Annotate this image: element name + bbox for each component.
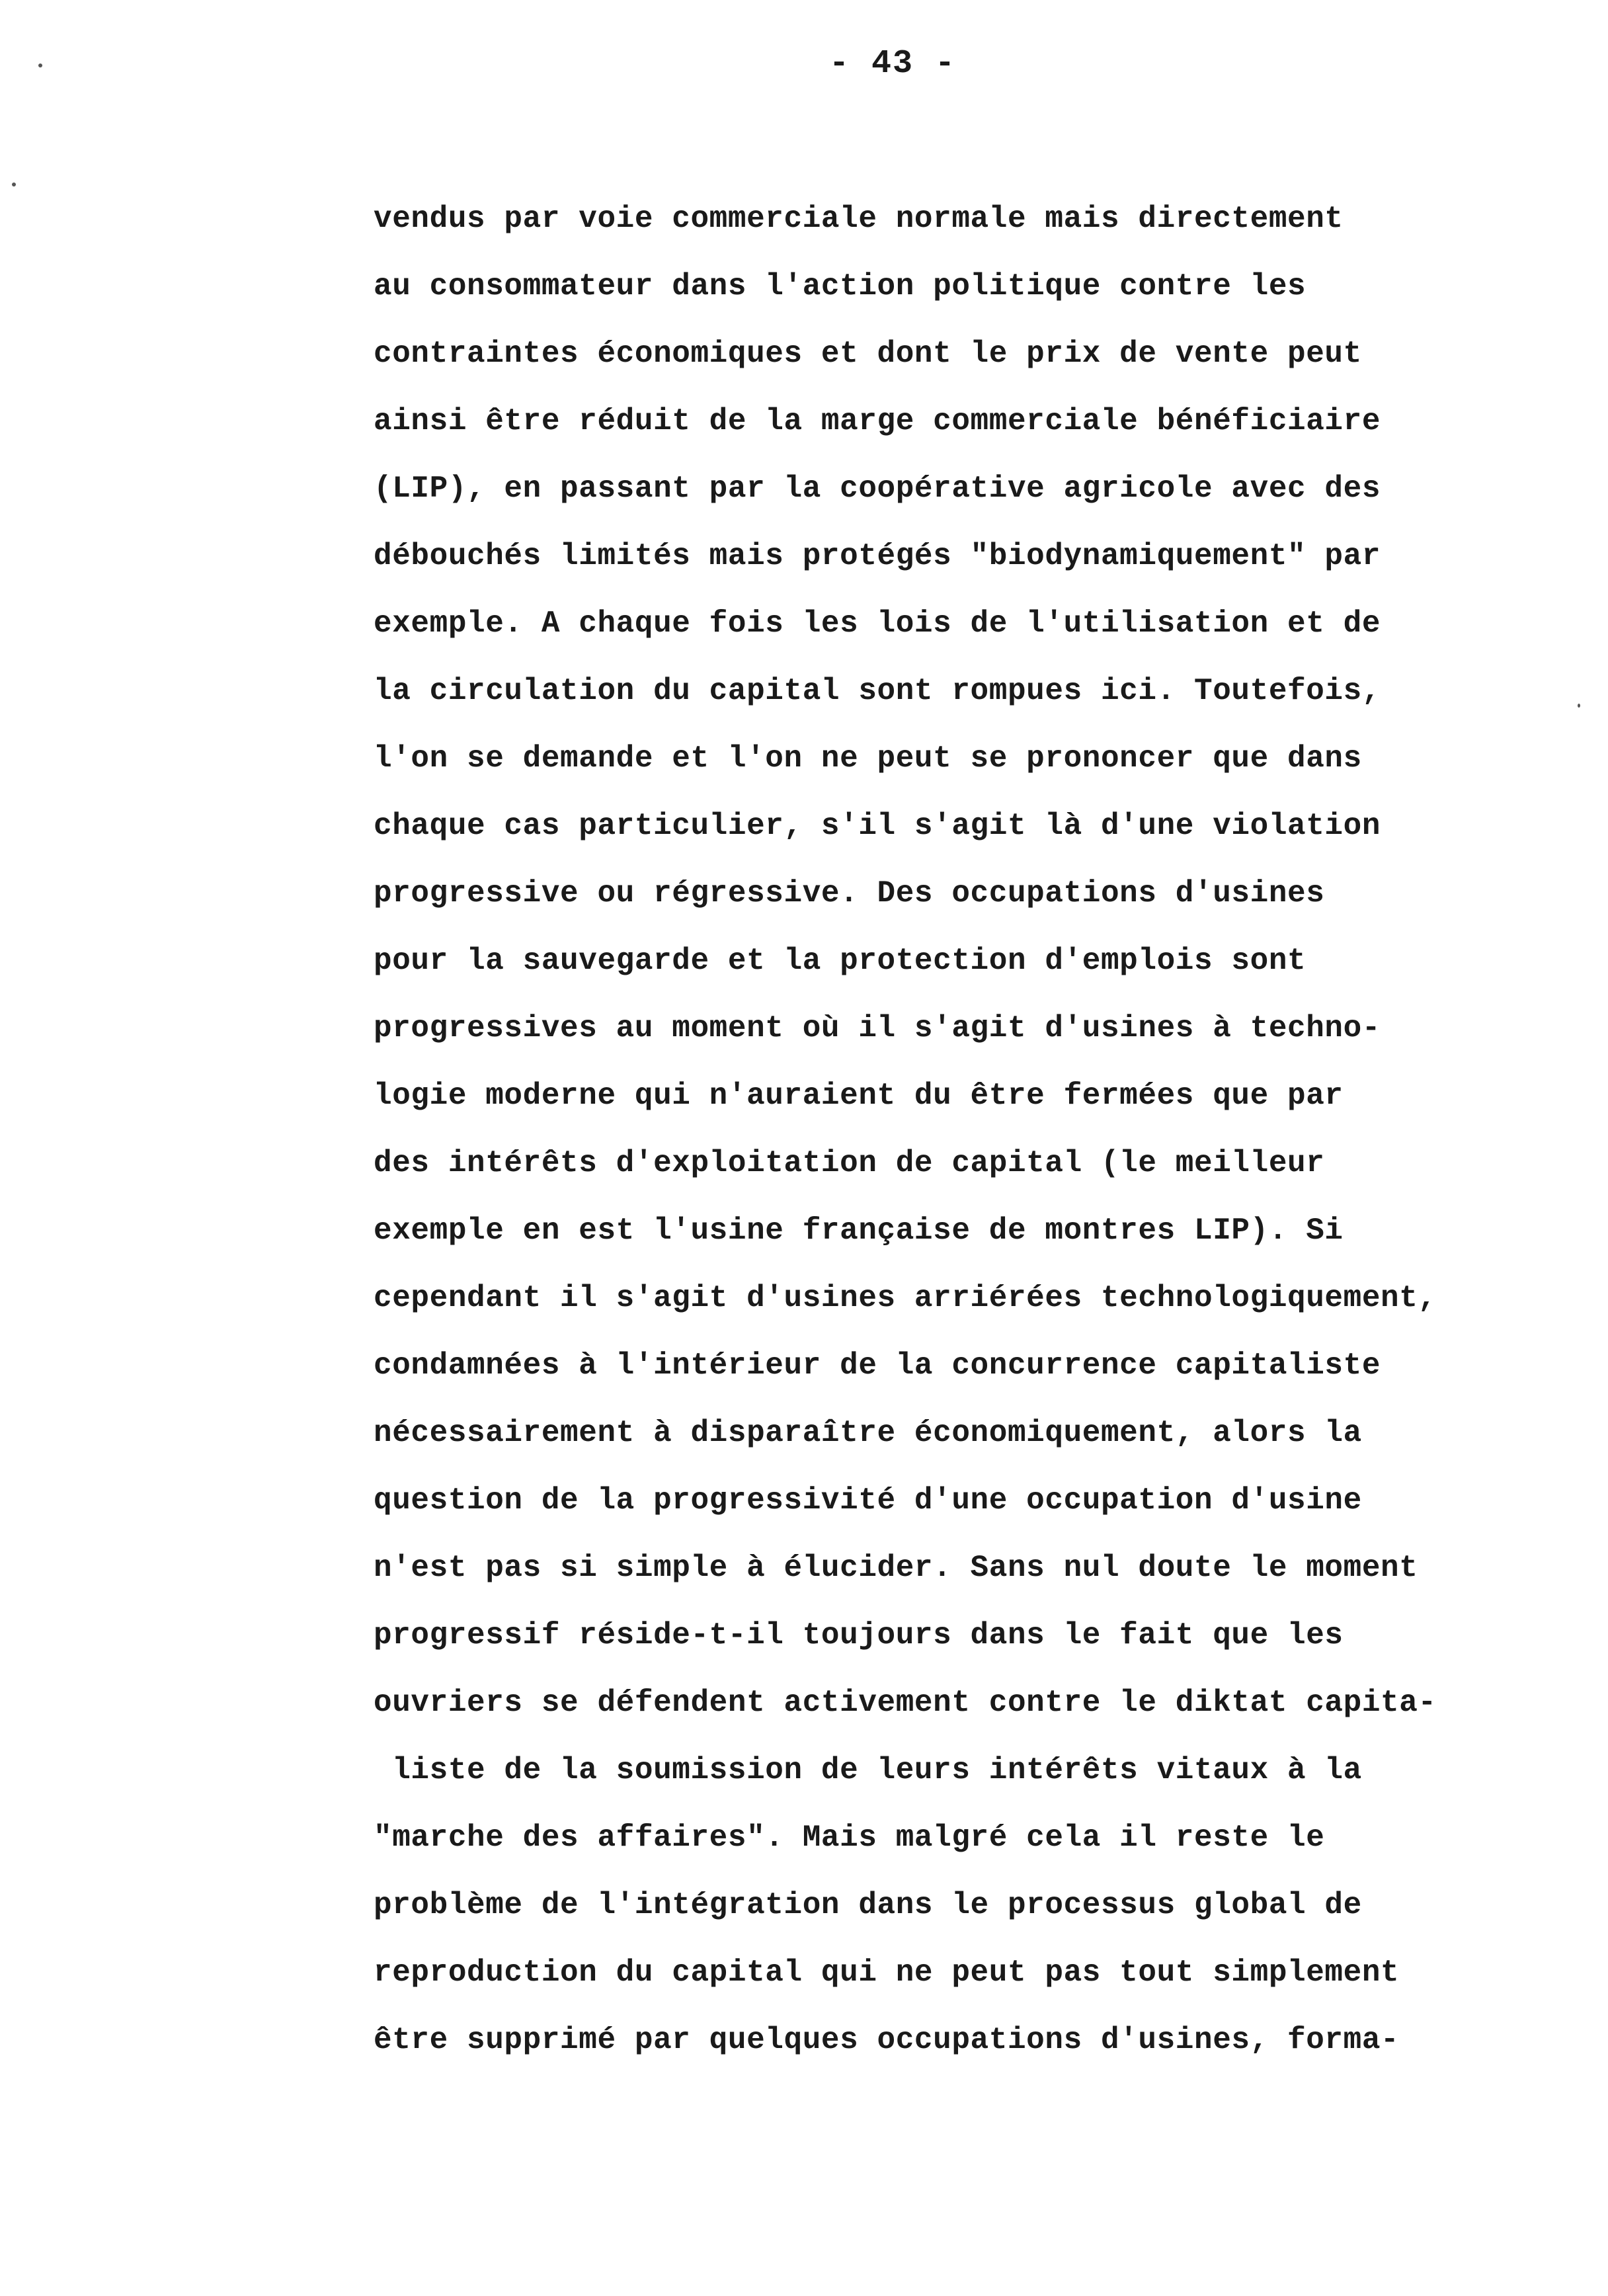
text-line: la circulation du capital sont rompues ici. Toutefois,	[374, 674, 1381, 708]
text-line: au consommateur dans l'action politique contre les	[374, 269, 1306, 304]
text-line: condamnées à l'intérieur de la concurrence capitaliste	[374, 1348, 1381, 1383]
text-line: progressives au moment où il s'agit d'usines à techno-	[374, 1011, 1381, 1046]
text-line: question de la progressivité d'une occupation d'usine	[374, 1483, 1362, 1518]
text-line: progressive ou régressive. Des occupations d'usines	[374, 876, 1325, 911]
text-line: (LIP), en passant par la coopérative agricole avec des	[374, 472, 1381, 506]
text-line: chaque cas particulier, s'il s'agit là d'une violation	[374, 809, 1381, 843]
text-line: l'on se demande et l'on ne peut se prononcer que dans	[374, 741, 1362, 776]
text-line: exemple. A chaque fois les lois de l'utilisation et de	[374, 606, 1381, 641]
text-line: problème de l'intégration dans le processus global de	[374, 1888, 1362, 1922]
text-line: progressif réside-t-il toujours dans le fait que les	[374, 1618, 1344, 1653]
text-line: pour la sauvegarde et la protection d'emplois sont	[374, 944, 1306, 978]
text-line: logie moderne qui n'auraient du être fermées que par	[374, 1079, 1344, 1113]
scan-speck	[12, 183, 16, 186]
text-line: liste de la soumission de leurs intérêts vitaux à la	[374, 1753, 1362, 1787]
text-line: être supprimé par quelques occupations d'usines, forma-	[374, 2023, 1400, 2057]
text-line: exemple en est l'usine française de montres LIP). Si	[374, 1213, 1344, 1248]
text-line: ouvriers se défendent activement contre le diktat capita-	[374, 1686, 1437, 1720]
text-line: débouchés limités mais protégés "biodynamiquement" par	[374, 539, 1381, 573]
text-line: n'est pas si simple à élucider. Sans nul doute le moment	[374, 1551, 1418, 1585]
text-line: cependant il s'agit d'usines arriérées technologiquement,	[374, 1281, 1437, 1315]
scan-speck	[1578, 704, 1580, 708]
text-line: ainsi être réduit de la marge commerciale bénéficiaire	[374, 404, 1381, 438]
text-line: des intérêts d'exploitation de capital (le meilleur	[374, 1146, 1325, 1180]
text-line: "marche des affaires". Mais malgré cela il reste le	[374, 1821, 1325, 1855]
scan-speck	[38, 63, 42, 67]
body-text	[374, 185, 1577, 2074]
page-number: - 43 -	[828, 45, 957, 83]
text-line: reproduction du capital qui ne peut pas tout simplement	[374, 1955, 1400, 1990]
text-line: vendus par voie commerciale normale mais directement	[374, 202, 1344, 236]
text-line: contraintes économiques et dont le prix de vente peut	[374, 337, 1362, 371]
text-line: nécessairement à disparaître économiquement, alors la	[374, 1416, 1362, 1450]
